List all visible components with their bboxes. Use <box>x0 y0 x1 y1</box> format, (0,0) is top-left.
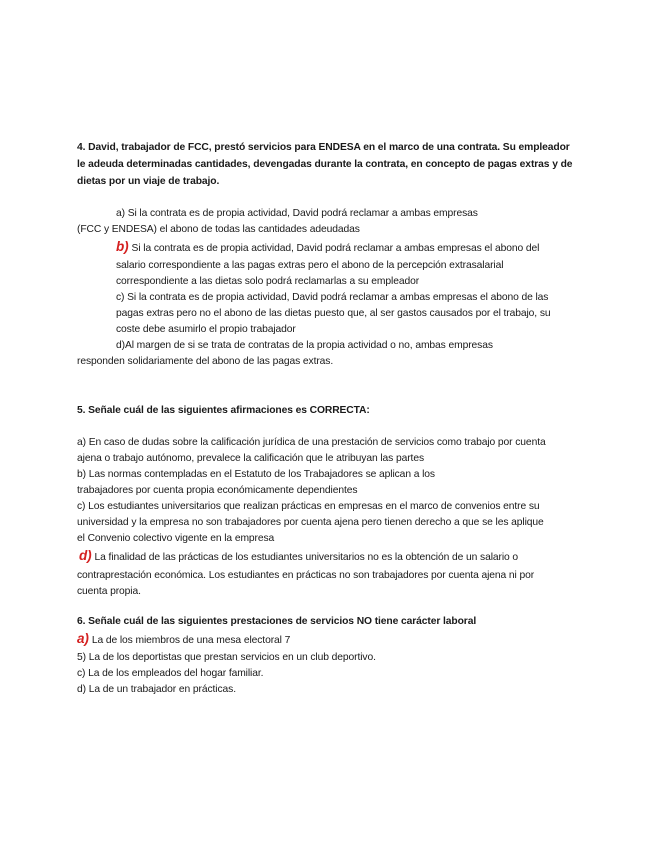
question-5-option-d-line-2: contraprestación económica. Los estudiantes en prácticas no son trabajadores por cuenta ajena ni por <box>77 570 535 581</box>
question-5-heading: 5. Señale cuál de las siguientes afirmaciones es CORRECTA: <box>77 405 370 416</box>
question-4-option-b-text: Si la contrata es de propia actividad, David podrá reclamar a ambas empresas el abono del <box>131 243 540 254</box>
question-4-option-c-line-3: coste debe asumirlo el propio trabajador <box>116 324 296 335</box>
question-4-option-c-line-2: pagas extras pero no el abono de las dietas puesto que, al ser gastos causados por el trabajo, su <box>116 308 551 319</box>
question-4-option-d-line-1: d)Al margen de si se trata de contratas de la propia actividad o no, ambas empresas <box>116 340 493 351</box>
question-4-option-b-line-3: correspondiente a las dietas solo podrá reclamarlas a su empleador <box>116 276 420 287</box>
question-5-option-a-line-1: a) En caso de dudas sobre la calificación jurídica de una prestación de servicios como trabajo por cuenta <box>77 437 546 448</box>
question-4-heading-line-1: 4. David, trabajador de FCC, prestó servicios para ENDESA en el marco de una contrata. Su empleador <box>77 142 570 153</box>
question-5-option-c-line-2: universidad y la empresa no son trabajadores por cuenta ajena pero tienen derecho a que se les aplique <box>77 517 544 528</box>
question-6-option-a-text: La de los miembros de una mesa electoral 7 <box>91 635 291 646</box>
question-6-heading: 6. Señale cuál de las siguientes prestaciones de servicios NO tiene carácter laboral <box>77 616 477 627</box>
question-4-heading-line-3: dietas por un viaje de trabajo. <box>77 176 220 187</box>
question-6-option-a <box>77 632 290 647</box>
question-5-option-d-text: La finalidad de las prácticas de los estudiantes universitarios no es la obtención de un salario o <box>94 552 519 563</box>
question-5-option-b-line-1: b) Las normas contempladas en el Estatuto de los Trabajadores se aplican a los <box>77 469 435 480</box>
question-4-option-b-line-2: salario correspondiente a las pagas extras pero el abono de la percepción extrasalarial <box>116 260 504 271</box>
question-5-option-c-line-1: c) Los estudiantes universitarios que realizan prácticas en empresas en el marco de convenios entre su <box>77 501 540 512</box>
question-5-option-b-line-2: trabajadores por cuenta propia económicamente dependientes <box>77 485 358 496</box>
question-4-option-d-line-2: responden solidariamente del abono de las pagas extras. <box>77 356 334 367</box>
question-6-option-b: 5) La de los deportistas que prestan servicios en un club deportivo. <box>77 652 376 663</box>
question-4-heading-line-2: le adeuda determinadas cantidades, devengadas durante la contrata, en concepto de pagas extras y de <box>77 159 573 170</box>
question-4-option-b-line-1 <box>116 240 539 255</box>
answer-mark: d) <box>79 548 92 563</box>
question-5-option-d-line-3: cuenta propia. <box>77 586 141 597</box>
question-6-option-c: c) La de los empleados del hogar familiar. <box>77 668 264 679</box>
question-5-option-c-line-3: el Convenio colectivo vigente en la empresa <box>77 533 275 544</box>
answer-mark: a) <box>77 631 89 646</box>
question-4-option-a-line-2: (FCC y ENDESA) el abono de todas las cantidades adeudadas <box>77 224 360 235</box>
question-5-option-d-line-1 <box>79 549 518 564</box>
question-4-option-c-line-1: c) Si la contrata es de propia actividad, David podrá reclamar a ambas empresas el abono de las <box>116 292 549 303</box>
question-6-option-d: d) La de un trabajador en prácticas. <box>77 684 236 695</box>
question-5-option-a-line-2: ajena o trabajo autónomo, prevalece la calificación que le atribuyan las partes <box>77 453 424 464</box>
question-4-option-a-line-1: a) Si la contrata es de propia actividad, David podrá reclamar a ambas empresas <box>116 208 478 219</box>
answer-mark: b) <box>116 239 129 254</box>
